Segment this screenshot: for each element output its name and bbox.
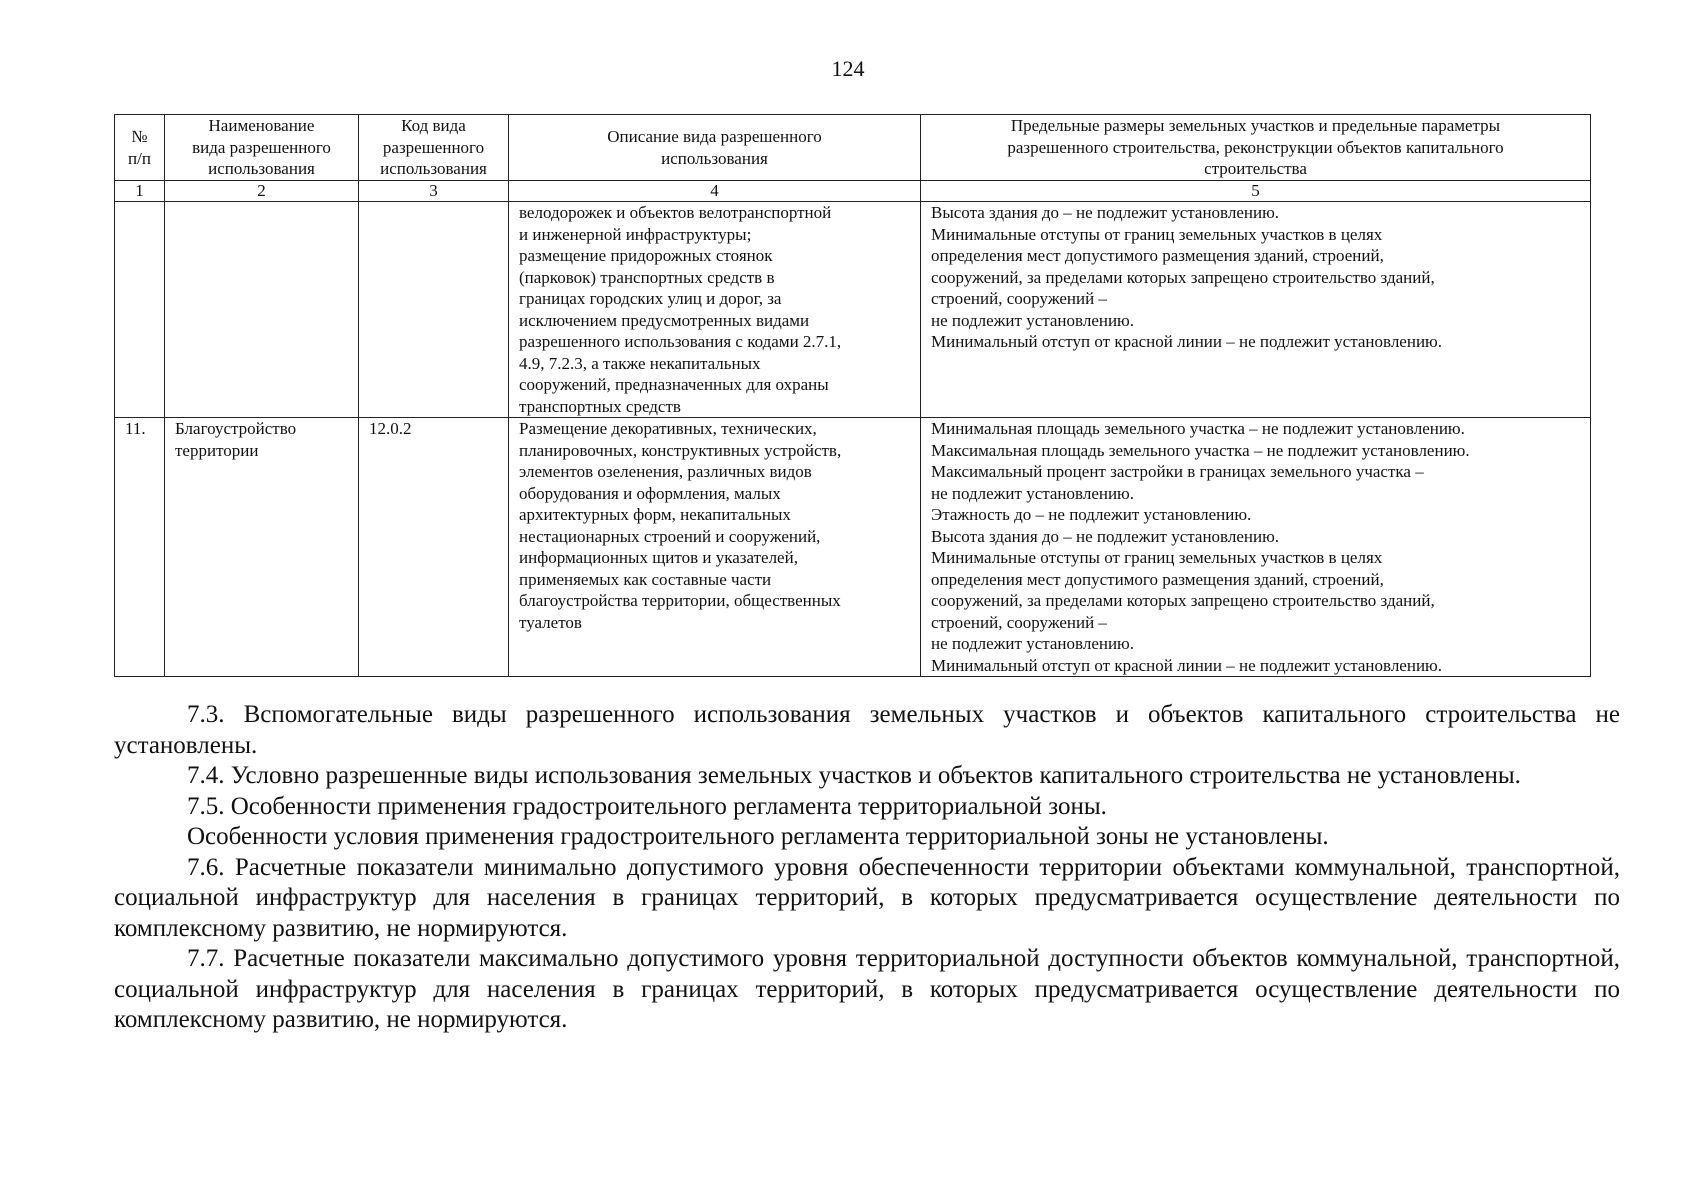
page-number: 124 (831, 56, 865, 81)
paragraph-7-5-detail: Особенности условия применения градостроительного регламента территориальной зоны не установлены. (187, 823, 1329, 850)
header-use-description: Описание вида разрешенного использования (509, 115, 921, 181)
column-number: 3 (359, 181, 509, 202)
paragraph-7-7: 7.7. Расчетные показатели максимально допустимого уровня территориальной доступности объектов коммунальной, транспортной, социальной инфраструктур для населения в границах территорий, в которых предусматривается осуществление деятельности по комплексному развитию, не нормируются. (114, 945, 1620, 1033)
paragraph-7-5: 7.5. Особенности применения градостроительного регламента территориальной зоны. (187, 792, 1107, 820)
row-use-name (165, 202, 359, 418)
paragraph-7-4: 7.4. Условно разрешенные виды использования земельных участков и объектов капитального строительства не установлены. (187, 762, 1521, 789)
table-row (115, 418, 1591, 677)
row-use-name: Благоустройство территории (165, 418, 359, 677)
paragraph-7-3: 7.3. Вспомогательные виды разрешенного использования земельных участков и объектов капитального строительства не установлены. (114, 701, 1620, 759)
column-number: 2 (165, 181, 359, 202)
column-number: 1 (115, 181, 165, 202)
header-number: № п/п (115, 115, 165, 181)
table-row (115, 202, 1591, 418)
row-use-code: 12.0.2 (359, 418, 509, 677)
row-number (115, 202, 165, 418)
row-limit-parameters: Минимальная площадь земельного участка – не подлежит установлению. Максимальная площадь земельного участка – не подлежит установлению. Максимальный процент застройки в границах земельного участка – не подлежит установлению. Этажность до – не подлежит установлению. Высота здания до – не подлежит установлению. Минимальные отступы от границ земельных участков в целях определения мест допустимого размещения зданий, строений, сооружений, за пределами которых запрещено строительство зданий, строений, сооружений – не подлежит установлению. Минимальный отступ от красной линии – не подлежит установлению. (921, 418, 1591, 677)
body-text (114, 700, 1620, 1036)
table-header-row (115, 115, 1591, 181)
row-use-code (359, 202, 509, 418)
header-limit-parameters: Предельные размеры земельных участков и предельные параметры разрешенного строительства, реконструкции объектов капитального строительства (921, 115, 1591, 181)
header-use-code: Код вида разрешенного использования (359, 115, 509, 181)
paragraph-7-6: 7.6. Расчетные показатели минимально допустимого уровня обеспеченности территории объектами коммунальной, транспортной, социальной инфраструктур для населения в границах территорий, в которых предусматривается осуществление деятельности по комплексному развитию, не нормируются. (114, 853, 1620, 942)
row-use-description: Размещение декоративных, технических, планировочных, конструктивных устройств, элементов озеленения, различных видов оборудования и оформления, малых архитектурных форм, некапитальных нестационарных строений и сооружений, информационных щитов и указателей, применяемых как составные части благоустройства территории, общественных туалетов (509, 418, 921, 677)
row-use-description: велодорожек и объектов велотранспортной и инженерной инфраструктуры; размещение придорожных стоянок (парковок) транспортных средств в границах городских улиц и дорог, за исключением предусмотренных видами разрешенного использования с кодами 2.7.1, 4.9, 7.2.3, а также некапитальных сооружений, предназначенных для охраны транспортных средств (509, 202, 921, 418)
land-use-table (114, 114, 1591, 677)
column-number: 4 (509, 181, 921, 202)
column-number-row (115, 181, 1591, 202)
header-use-name: Наименование вида разрешенного использования (165, 115, 359, 181)
row-number: 11. (115, 418, 165, 677)
row-limit-parameters: Высота здания до – не подлежит установлению. Минимальные отступы от границ земельных участков в целях определения мест допустимого размещения зданий, строений, сооружений, за пределами которых запрещено строительство зданий, строений, сооружений – не подлежит установлению. Минимальный отступ от красной линии – не подлежит установлению. (921, 202, 1591, 418)
column-number: 5 (921, 181, 1591, 202)
